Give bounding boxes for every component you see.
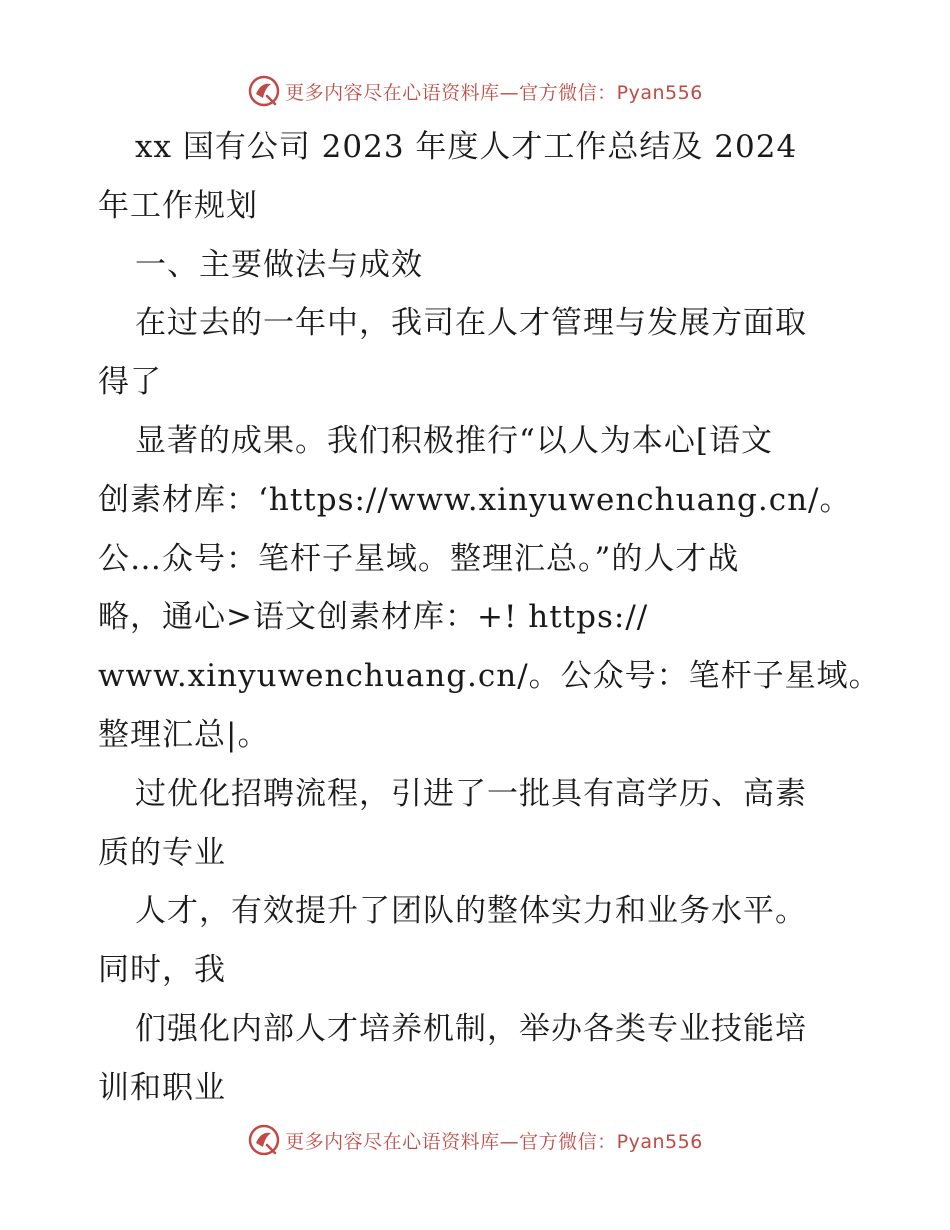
text-line: 年工作规划: [98, 187, 258, 224]
brand-logo-icon: [247, 74, 281, 108]
document-body: [98, 118, 881, 1118]
text-line: 训和职业: [98, 1069, 226, 1106]
text-line: 同时，我: [98, 952, 226, 989]
text-line: 略，通心>语文创素材库：+! https://: [98, 599, 649, 636]
brand-logo-icon: [247, 1123, 281, 1157]
footer-banner-inner: [247, 1123, 703, 1157]
text-line: 显著的成果。我们积极推行“以人为本心[语文: [135, 422, 773, 459]
header-banner-inner: [247, 74, 703, 108]
text-line: 得了: [98, 364, 162, 401]
footer-banner-text: 更多内容尽在心语资料库—官方微信：Pyan556: [285, 1130, 703, 1153]
text-line: www.xinyuwenchuang.cn/。公众号：笔杆子星域。: [98, 658, 881, 695]
text-line: 在过去的一年中，我司在人才管理与发展方面取: [135, 305, 807, 342]
footer-banner: [0, 1120, 950, 1160]
text-line: xx 国有公司 2023 年度人才工作总结及 2024: [135, 129, 798, 165]
text-line: 创素材库：‘https://www.xinyuwenchuang.cn/。: [98, 481, 852, 518]
text-line: 一、主要做法与成效: [135, 246, 423, 283]
text-line: 过优化招聘流程，引进了一批具有高学历、高素: [135, 775, 807, 812]
text-line: 人才，有效提升了团队的整体实力和业务水平。: [135, 893, 807, 930]
text-line: 们强化内部人才培养机制，举办各类专业技能培: [135, 1010, 807, 1047]
text-line: 公…众号：笔杆子星域。整理汇总。”的人才战: [98, 540, 740, 577]
text-line: 整理汇总|。: [98, 716, 270, 753]
text-line: 质的专业: [98, 834, 226, 871]
header-banner: [0, 71, 950, 111]
header-banner-text: 更多内容尽在心语资料库—官方微信：Pyan556: [285, 81, 703, 104]
